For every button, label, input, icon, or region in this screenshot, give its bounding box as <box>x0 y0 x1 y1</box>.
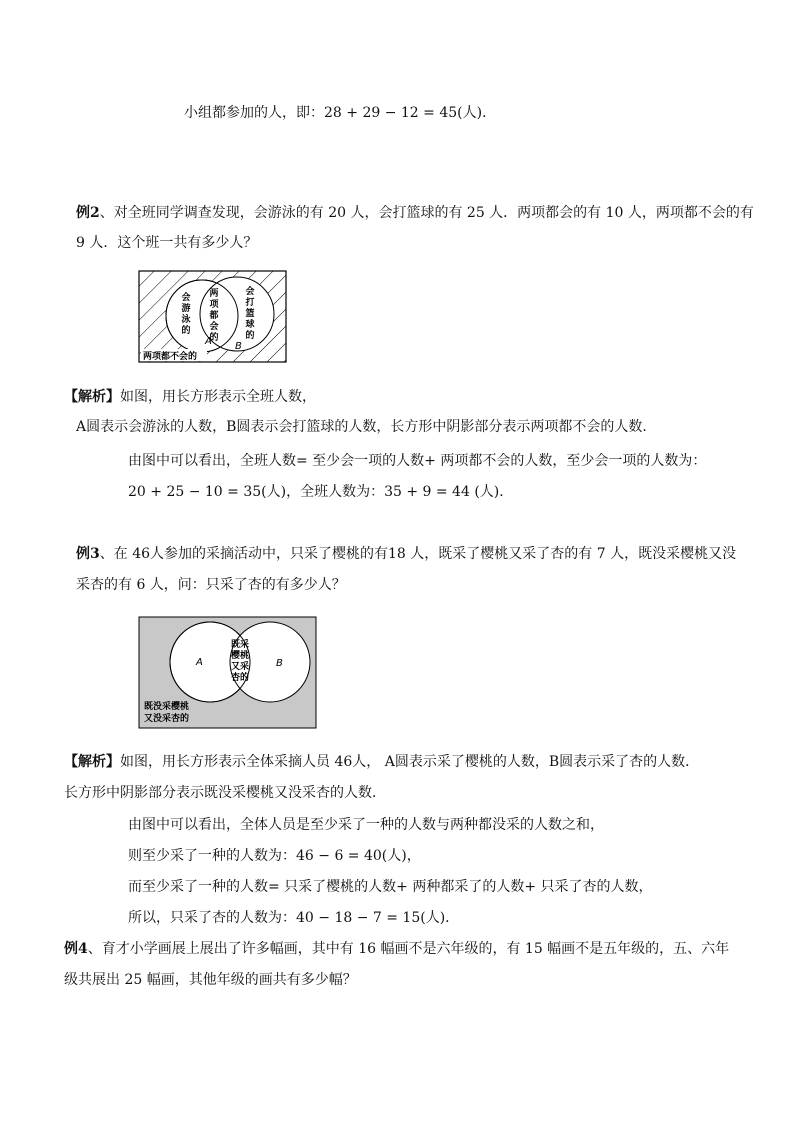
right-label-char: 的 <box>245 331 255 341</box>
left-label-char: 泳 <box>181 315 191 325</box>
text-line: 小组都参加的人，即：28 + 29 − 12 = 45(人)． <box>184 105 497 121</box>
text-line: 所以，只采了杏的人数为：40 − 18 − 7 = 15(人)． <box>128 910 460 926</box>
label-a: A <box>196 657 203 668</box>
mid-label-char: 项 <box>209 300 219 310</box>
mid-label-line: 樱桃 <box>230 651 250 661</box>
label-neither-line1: 既没采樱桃 <box>144 702 190 712</box>
left-label-char: 会 <box>181 293 191 303</box>
label-neither-line2: 又没采杏的 <box>144 714 190 724</box>
left-label-char: 的 <box>181 326 191 336</box>
text-line: 由图中可以看出，全体人员是至少采了一种的人数与两种都没采的人数之和， <box>128 817 604 833</box>
analysis-label: 【解析】 <box>64 754 120 770</box>
text-line: 9 人．这个班一共有多少人？ <box>76 235 258 251</box>
mid-label-char: 会 <box>209 322 219 332</box>
mid-label-line: 既采 <box>230 640 250 650</box>
right-label-char: 篮 <box>245 309 255 319</box>
analysis-label: 【解析】 <box>64 389 120 405</box>
text-line: 20 + 25 − 10 = 35(人)，全班人数为：35 + 9 = 44 (人)． <box>128 484 514 500</box>
mid-label-char: 两 <box>209 289 219 299</box>
venn-diagram-cherry-apricot <box>138 616 318 730</box>
mid-label-char: 的 <box>209 333 219 343</box>
text-line: 则至少采了一种的人数为：46 − 6 = 40(人)， <box>128 848 421 864</box>
left-label-char: 游 <box>181 304 191 314</box>
example-text: 、育才小学画展上展出了许多幅画，其中有 16 幅画不是六年级的，有 15 幅画不是五年级的，五、六年 <box>87 941 730 957</box>
example-label: 例3 <box>76 546 100 562</box>
label-b: B <box>276 658 283 669</box>
venn-diagram-swim-basketball <box>138 270 288 364</box>
analysis-text: 如图，用长方形表示全班人数， <box>120 389 316 405</box>
label-a: A <box>205 336 212 347</box>
example-label: 例4 <box>64 941 88 957</box>
text-line: 而至少采了一种的人数= 只采了樱桃的人数+ 两种都采了的人数+ 只采了杏的人数， <box>128 879 653 895</box>
mid-label-line: 杏的 <box>230 673 250 683</box>
text-line: 采杏的有 6 人，问：只采了杏的有多少人？ <box>76 577 346 593</box>
analysis-3 <box>64 752 699 772</box>
example-text: 、对全班同学调查发现，会游泳的有 20 人，会打篮球的有 25 人．两项都会的有 10 人，两项都不会的有 <box>99 205 754 221</box>
example-label: 例2 <box>76 205 100 221</box>
label-b: B <box>235 341 242 352</box>
right-label-char: 球 <box>245 320 255 330</box>
text-line: 由图中可以看出，全班人数= 至少会一项的人数+ 两项都不会的人数，至少会一项的人数为： <box>128 453 707 469</box>
mid-label-line: 又采 <box>230 662 250 672</box>
text-line: A圆表示会游泳的人数，B圆表示会打篮球的人数，长方形中阴影部分表示两项都不会的人数． <box>76 419 657 435</box>
example-4 <box>64 939 729 959</box>
example-text: 、在 46人参加的采摘活动中，只采了樱桃的有18 人，既采了樱桃又采了杏的有 7 人，既没采樱桃又没 <box>99 546 737 562</box>
label-neither: 两项都不会的 <box>143 352 198 362</box>
mid-label-char: 都 <box>209 311 219 321</box>
analysis-2 <box>64 387 316 407</box>
right-label-char: 会 <box>245 287 255 297</box>
analysis-text: 如图，用长方形表示全体采摘人员 46人， A圆表示采了樱桃的人数，B圆表示采了杏的人数． <box>120 754 700 770</box>
example-3 <box>76 544 736 564</box>
text-line: 级共展出 25 幅画，其他年级的画共有多少幅？ <box>64 972 357 988</box>
example-2 <box>76 203 754 223</box>
right-label-char: 打 <box>245 298 255 308</box>
text-line: 长方形中阴影部分表示既没采樱桃又没采杏的人数． <box>64 785 386 801</box>
